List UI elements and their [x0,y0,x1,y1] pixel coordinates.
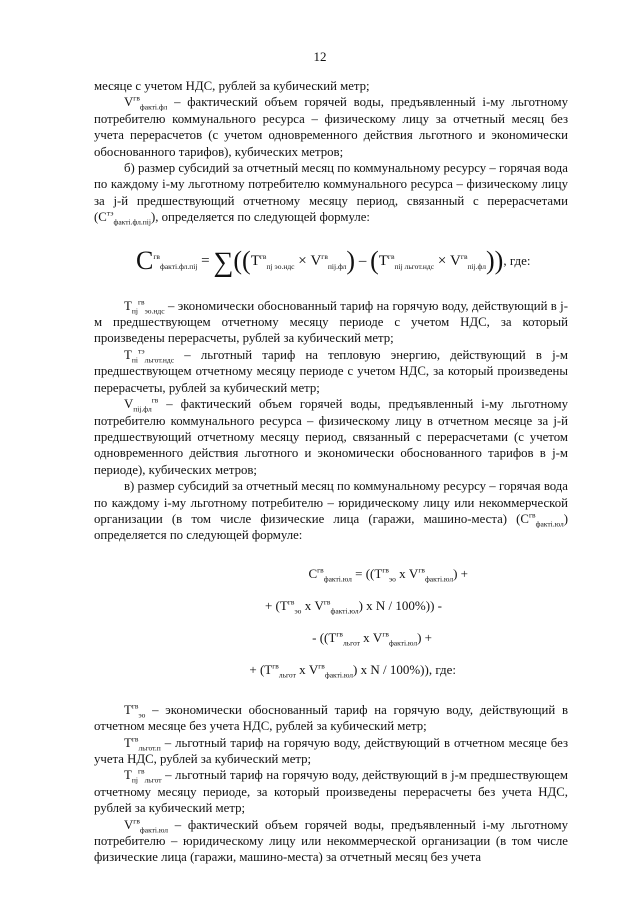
formula-2-line-2: + ($Т^{гв}_{эо}$ х $V^{гв}_{факті.юл}$) х N / 100%)) - [264,597,442,616]
symbol-t-lgot-p: $Т^{гв}_{льгот.п}$ [124,734,161,753]
paragraph-3: б) размер субсидий за отчетный месяц по коммунальному ресурсу – горячая вода по каждому i-му льготному потребителю коммунального ресурса – физическому лицу за j-й предшествующий отчетному месяцу период, связанный с перерасчетами $(С^{тэ}_{факті.фл.пij})$, определяется по следующей формуле: [94,161,568,227]
paragraph-8: $Т^{гв}_{эо}$ – экономически обоснованный тариф на горячую воду, действующий в отчетном месяце без учета НДС, рублей за кубический метр; [94,701,568,734]
paragraph-7: в) размер субсидий за отчетный месяц по коммунальному ресурсу – горячая вода по каждому i-му льготному потребителю – юридическому лицу или некоммерческой организации (в том числе физические лица (гаражи, машино-места) $(С^{гв}_{факті.юл})$ определяется по следующей формуле: [94,479,568,543]
document-body [94,78,568,866]
paragraph-5: $Т_{пi}^{тэ}_{льгот.ндс}$ – льготный тариф на тепловую энергию, действующий в j-м предшествующем отчетному месяцу периоде с учетом НДС, за который произведены перерасчеты, рублей за кубический метр; [94,346,568,395]
symbol-t-lgot-nds: $Т_{пi}^{тэ}_{льгот.ндс}$ [124,346,175,365]
symbol-v-pij-fl: $V_{пij.фл}^{гв}$ [124,395,159,414]
formula-2 [94,558,568,686]
paragraph-2: $V^{гв}_{факті.фл}$ – фактический объем горячей воды, предъявленный i-му льготному потребителю коммунального ресурса – физическому лицу за отчетный месяц без учета перерасчетов (с учетом одновременного действия льготного и экономически обоснованного тарифов), кубических метров; [94,94,568,159]
symbol-t-eo: $Т^{гв}_{эо}$ [124,701,146,720]
formula-2-line-3: - (($Т^{гв}_{льгот}$ х $V^{гв}_{факті.юл}$) + [312,629,432,648]
symbol-t-eo-nds: $Т_{пj}^{гв}_{эо.ндс}$ [124,297,165,316]
paragraph-6: $V_{пij.фл}^{гв}$ – фактический объем горячей воды, предъявленный i-му льготному потребителю коммунального ресурса – физическому лицу в отчетном месяце за j-й предшествующий отчетному месяцу период, связанный с перерасчетами (с учетом одновременного действия льготного и экономически обоснованного тарифов в j-м периоде), кубических метров; [94,395,568,477]
formula-2-line-4: + ($Т^{гв}_{льгот}$ х $V^{гв}_{факті.юл}$) х N / 100%)), где: [249,661,456,680]
paragraph-4: $Т_{пj}^{гв}_{эо.ндс}$ – экономически обоснованный тариф на горячую воду, действующий в j-м предшествующем отчетному месяцу периоде с учетом НДС, за который произведены перерасчеты, рублей за кубический метр; [94,297,568,346]
paragraph-9: $Т^{гв}_{льгот.п}$ – льготный тариф на горячую воду, действующий в отчетном месяце без учета НДС, рублей за кубический метр; [94,734,569,766]
paragraph-11: $V^{гв}_{факті.юл}$ – фактический объем горячей воды, предъявленный i-му льготному потребителю – юридическому лицу или некоммерческой организации (в том числе физические лица (гаражи, машино-места) за отчетный месяц без учета [94,816,568,865]
symbol-v-fakti-yul: $V^{гв}_{факті.юл}$ [124,816,169,835]
sum-symbol: ∑ [213,246,234,278]
formula-1: $С^{гв}_{факті.фл.пij} = \sum((Т^{гв}_{пj эо.ндс} \times V^{гв}_{пij.фл}) - (Т^{гв}_{пij льгот.ндс} \times V^{гв}_{пij.фл}))$, где: [136,245,531,278]
page-number: 12 [313,49,327,64]
paragraph-1: месяце с учетом НДС, рублей за кубический метр; [94,79,370,93]
paragraph-10: $Т_{пj}^{гв}_{льгот}$ – льготный тариф на горячую воду, действующий в j-м предшествующем отчетному месяцу периоде, за который произведены перерасчеты без учета НДС, рублей за кубический метр; [94,767,569,816]
formula-2-line-1: $С^{гв}_{факті.юл} = ((Т^{гв}_{эо}$ х $V^{гв}_{факті.юл}$) + [308,565,468,584]
symbol-v-fakti-fl: $V^{гв}_{факті.фл}$ [124,94,168,112]
symbol-t-pj-lgot: $Т_{пj}^{гв}_{льгот}$ [124,767,162,785]
